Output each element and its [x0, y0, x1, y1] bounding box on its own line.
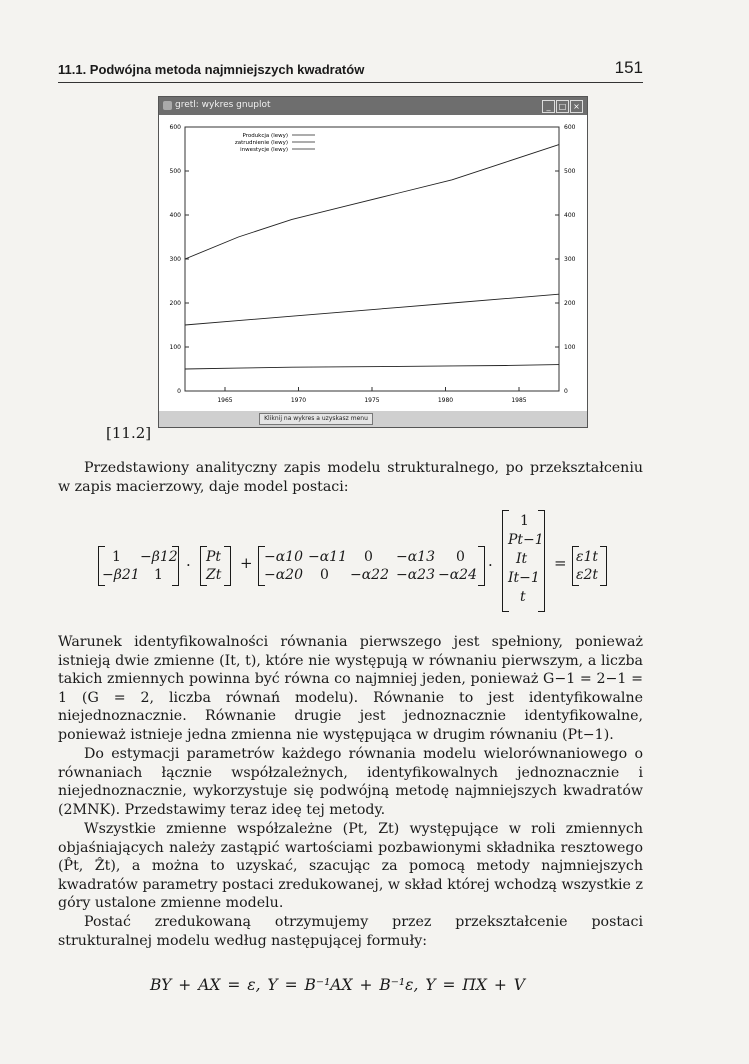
- bracket-right: [478, 546, 485, 586]
- y-tick-label-left: 100: [169, 344, 181, 351]
- series-line-2: [185, 294, 559, 325]
- vector-y-1: Pt: [206, 549, 222, 565]
- legend-entry-label: zatrudnienie (lewy): [234, 140, 288, 146]
- vector-e-1: ε1t: [576, 549, 599, 565]
- matrix-a-23: −α22: [350, 567, 389, 583]
- x-tick-label: 1965: [217, 397, 233, 404]
- matrix-a-21: −α20: [264, 567, 303, 583]
- matrix-b-11: 1: [112, 549, 121, 565]
- x-tick-label: 1970: [290, 397, 307, 404]
- y-tick-label-left: 600: [169, 124, 181, 131]
- y-tick-label-right: 0: [564, 388, 568, 395]
- window-statusbar: [159, 411, 587, 427]
- vector-e-2: ε2t: [576, 567, 599, 583]
- gretl-app-icon: [163, 101, 172, 110]
- vector-x-1: 1: [520, 513, 529, 529]
- y-tick-label-right: 100: [564, 344, 576, 351]
- equals-operator: =: [554, 554, 567, 572]
- y-tick-label-right: 500: [564, 168, 576, 175]
- bracket-right: [538, 510, 545, 612]
- series-line-3: [185, 365, 559, 369]
- legend-entry-label: inwestycje (lewy): [240, 147, 288, 153]
- matrix-b-21: −β21: [102, 567, 140, 583]
- matrix-a-11: −α10: [264, 549, 303, 565]
- matrix-b-22: 1: [154, 567, 163, 583]
- vector-x-5: t: [520, 589, 526, 605]
- y-tick-label-left: 200: [169, 300, 181, 307]
- plus-operator: +: [240, 554, 253, 572]
- y-tick-label-left: 300: [169, 256, 181, 263]
- line-chart[interactable]: [159, 115, 587, 411]
- bracket-right: [600, 546, 607, 586]
- paragraph-estimation: [58, 745, 643, 819]
- matrix-a-15: 0: [456, 549, 465, 565]
- vector-y-2: Zt: [206, 567, 222, 583]
- x-tick-label: 1975: [364, 397, 380, 404]
- section-title: 11.1. Podwójna metoda najmniejszych kwadratów: [58, 62, 365, 77]
- reduced-form-formula: BY + AX = ε, Y = B⁻¹AX + B⁻¹ε, Y = ΠX + V: [150, 976, 525, 994]
- matrix-a-13: 0: [364, 549, 373, 565]
- paragraph-identification-text: Warunek identyfikowalności równania pierwszego jest spełniony, ponieważ istnieją dwie zmienne (It, t), które nie występują w równaniu pierwszym, a liczba takich zmiennych powinna być równa co najmniej jeden, ponieważ G−1 = 2−1 = 1 (G = 2, liczba równań modelu). Równanie to jest identyfikowalne niejednoznacznie. Równanie drugie jest jednoznacznie identyfikowalne, ponieważ istnieje jedna zmienna nie występująca w drugim równaniu (Pt−1).: [58, 634, 643, 743]
- y-tick-label-left: 0: [177, 388, 181, 395]
- paragraph-intro-text: Przedstawiony analityczny zapis modelu strukturalnego, po przekształceniu w zapis macierzowy, daje model postaci:: [58, 460, 643, 495]
- paragraph-substitution-text: Wszystkie zmienne współzależne (Pt, Zt) występujące w roli zmiennych objaśniających należy zastąpić wartościami pozbawionymi składnika resztowego (P̂t, Ẑt), a można to uzyskać, szacując za pomocą metody najmniejszych kwadratów parametry postaci zredukowanej, w skład której wchodzą wszystkie z góry ustalone zmienne modelu.: [58, 821, 643, 911]
- vector-x-3: It: [516, 551, 528, 567]
- paragraph-reduced-form-text: Postać zredukowaną otrzymujemy przez przekształcenie postaci strukturalnej modelu według następującej formuły:: [58, 914, 643, 949]
- paragraph-estimation-text: Do estymacji parametrów każdego równania modelu wielorównaniowego o równaniach łącznie współzależnych, identyfikowalnych jednoznacznie i niejednoznacznie, wykorzystuje się podwójną metodę najmniejszych kwadratów (2MNK). Przedstawimy teraz ideę tej metody.: [58, 746, 643, 818]
- y-tick-label-right: 400: [564, 212, 576, 219]
- legend-entry-label: Produkcja (lewy): [242, 133, 288, 139]
- minimize-icon[interactable]: _: [542, 100, 555, 113]
- series-line-1: [185, 145, 559, 259]
- matrix-b-12: −β12: [140, 549, 178, 565]
- figure-equation-label: [11.2]: [106, 424, 152, 442]
- dot-operator: ·: [186, 556, 191, 574]
- matrix-a-24: −α23: [396, 567, 435, 583]
- paragraph-intro: [58, 459, 643, 496]
- gretl-plot-window: [158, 96, 588, 428]
- bracket-right: [172, 546, 179, 586]
- plot-frame: [185, 127, 559, 391]
- vector-x-4: It−1: [508, 570, 540, 586]
- x-tick-label: 1985: [511, 397, 527, 404]
- matrix-a-22: 0: [320, 567, 329, 583]
- close-icon[interactable]: ×: [570, 100, 583, 113]
- matrix-equation: [58, 506, 658, 626]
- plot-area[interactable]: [159, 115, 587, 411]
- running-header: [58, 60, 643, 83]
- paragraph-substitution: [58, 820, 643, 913]
- matrix-a-14: −α13: [396, 549, 435, 565]
- x-tick-label: 1980: [437, 397, 454, 404]
- dot-operator: ·: [488, 556, 493, 574]
- window-title: gretl: wykres gnuplot: [175, 100, 271, 110]
- window-titlebar[interactable]: [159, 97, 587, 115]
- maximize-icon[interactable]: □: [556, 100, 569, 113]
- bracket-left: [502, 510, 509, 612]
- vector-x-2: Pt−1: [508, 532, 544, 548]
- bracket-right: [224, 546, 231, 586]
- y-tick-label-right: 200: [564, 300, 576, 307]
- y-tick-label-right: 600: [564, 124, 576, 131]
- page-number: 151: [614, 58, 643, 77]
- y-tick-label-left: 500: [169, 168, 181, 175]
- matrix-a-12: −α11: [308, 549, 347, 565]
- y-tick-label-right: 300: [564, 256, 576, 263]
- paragraph-identification: [58, 633, 643, 744]
- paragraph-reduced-form: [58, 913, 643, 950]
- matrix-a-25: −α24: [438, 567, 477, 583]
- status-hint: Kliknij na wykres a uzyskasz menu: [259, 413, 373, 425]
- y-tick-label-left: 400: [169, 212, 181, 219]
